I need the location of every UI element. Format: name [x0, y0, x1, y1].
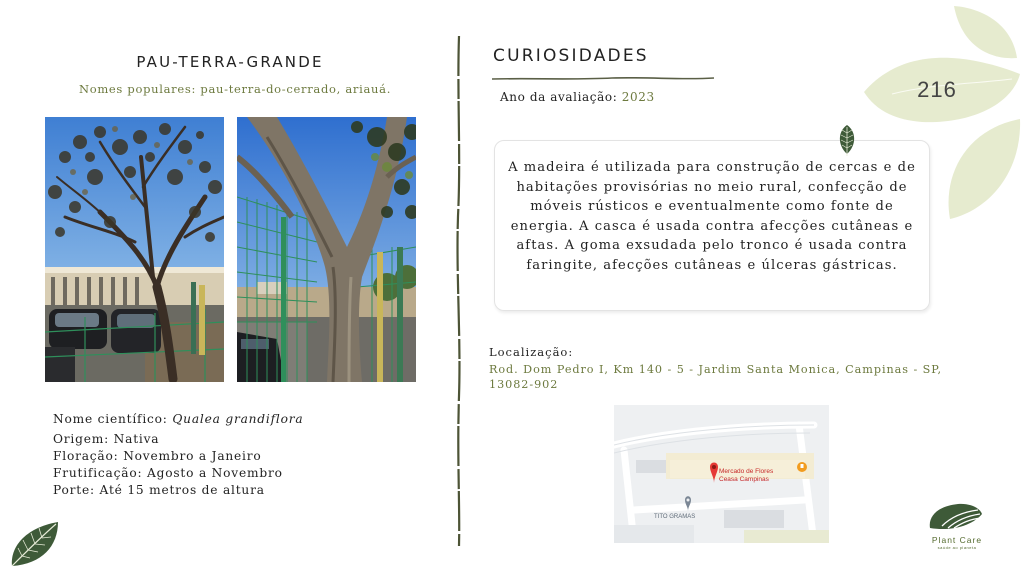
- brand-tagline: saúde ao planeta: [937, 545, 977, 550]
- origin-row: Origem: Nativa: [53, 432, 160, 446]
- size-row: Porte: Até 15 metros de altura: [53, 483, 265, 497]
- location-address: Rod. Dom Pedro I, Km 140 - 5 - Jardim Santa Monica, Campinas - SP, 13082-902: [489, 363, 943, 391]
- column-divider: [453, 36, 465, 546]
- brand-logo: [924, 500, 988, 535]
- title-underline: [492, 68, 714, 76]
- evaluation-year: 2023: [621, 90, 655, 104]
- tree-photo-full: [45, 117, 224, 382]
- scientific-name-value: Qualea grandiflora: [172, 412, 304, 426]
- map-secondary-label: TITO GRAMAS: [654, 514, 696, 520]
- popular-names: Nomes populares: pau-terra-do-cerrado, ariauá.: [78, 82, 392, 96]
- tree-photo-trunk: [237, 117, 416, 382]
- corner-leaf-icon: [8, 520, 62, 570]
- fruiting-row: Frutificação: Agosto a Novembro: [53, 466, 283, 480]
- map-pin-label-1: Mercado de Flores: [719, 468, 774, 475]
- curiosities-title: CURIOSIDADES: [493, 46, 649, 66]
- brand-name: Plant Care: [931, 535, 983, 545]
- curiosities-text: A madeira é utilizada para construção de cercas e de habitações provisórias no meio rural, confecção de móveis rústicos e eventualmente como fonte de energia. A casca é usada contra afecções cutâneas e aftas. A goma exsudada pelo tronco é usada contra faringite, afecções cutâneas e úlceras gástricas.: [508, 160, 916, 273]
- map-pin-label-2: Ceasa Campinas: [719, 476, 769, 483]
- species-title: PAU-TERRA-GRANDE: [136, 53, 324, 71]
- scientific-name-row: [53, 411, 303, 428]
- species-info: [53, 411, 303, 499]
- flowering-row: Floração: Novembro a Janeiro: [53, 449, 262, 463]
- small-leaf-icon: [836, 123, 858, 157]
- page-number: 216: [917, 77, 957, 102]
- evaluation-year-row: [500, 90, 655, 104]
- location-map[interactable]: [614, 405, 829, 543]
- scientific-name-label: Nome científico:: [53, 412, 173, 426]
- location-label: Localização:: [489, 345, 574, 359]
- evaluation-label: Ano da avaliação:: [500, 90, 622, 104]
